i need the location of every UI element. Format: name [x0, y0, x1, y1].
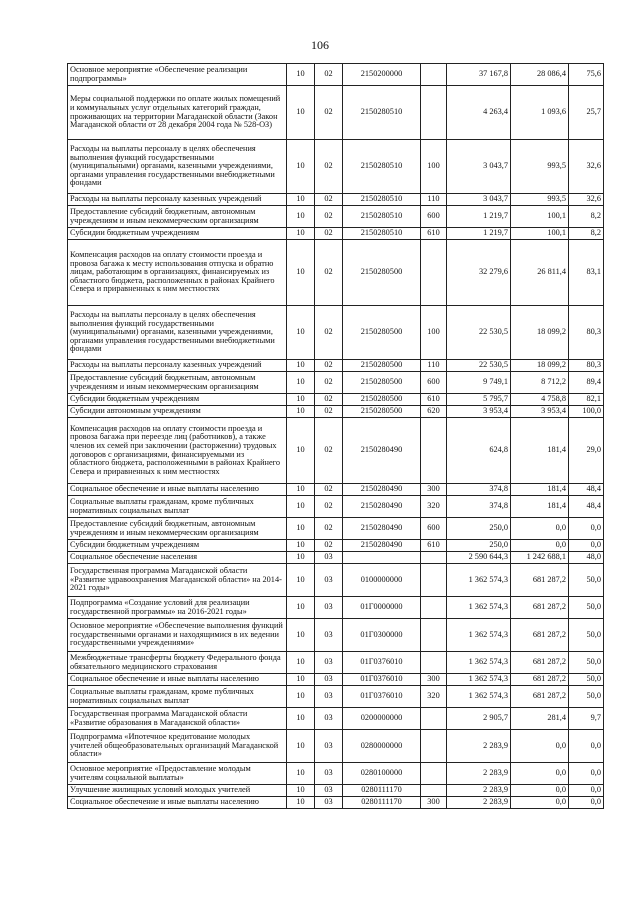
- cell-pr: 03: [315, 597, 343, 619]
- cell-vr: [421, 552, 447, 564]
- cell-exec: 18 099,2: [511, 360, 569, 372]
- cell-plan: 1 362 574,3: [447, 597, 511, 619]
- cell-plan: 374,8: [447, 496, 511, 518]
- cell-plan: 250,0: [447, 540, 511, 552]
- cell-rz: 10: [287, 763, 315, 785]
- cell-rz: 10: [287, 484, 315, 496]
- cell-vr: [421, 785, 447, 797]
- table-row: [68, 240, 604, 306]
- cell-pr: 02: [315, 64, 343, 86]
- table-row: [68, 206, 604, 228]
- table-row: [68, 406, 604, 418]
- cell-plan: 32 279,6: [447, 240, 511, 306]
- cell-csr: 2150280510: [343, 228, 421, 240]
- cell-csr: 0280111170: [343, 797, 421, 809]
- cell-plan: 3 043,7: [447, 194, 511, 206]
- cell-plan: 9 749,1: [447, 372, 511, 394]
- cell-exec: 8 712,2: [511, 372, 569, 394]
- table-row: [68, 564, 604, 597]
- cell-exec: 0,0: [511, 540, 569, 552]
- cell-csr: 01Г0376010: [343, 652, 421, 674]
- cell-csr: 01Г0376010: [343, 674, 421, 686]
- cell-exec: 181,4: [511, 418, 569, 484]
- cell-rz: 10: [287, 140, 315, 194]
- cell-exec: 681 287,2: [511, 597, 569, 619]
- cell-exec: 993,5: [511, 194, 569, 206]
- cell-exec: 0,0: [511, 518, 569, 540]
- cell-vr: 600: [421, 206, 447, 228]
- cell-plan: 1 362 574,3: [447, 674, 511, 686]
- cell-vr: 300: [421, 797, 447, 809]
- table-row: [68, 540, 604, 552]
- cell-exec: 681 287,2: [511, 564, 569, 597]
- cell-rz: 10: [287, 619, 315, 652]
- table-row: [68, 597, 604, 619]
- cell-rz: 10: [287, 194, 315, 206]
- cell-pr: 03: [315, 652, 343, 674]
- cell-pct: 50,0: [569, 674, 604, 686]
- cell-csr: [343, 552, 421, 564]
- cell-pct: 0,0: [569, 518, 604, 540]
- cell-rz: 10: [287, 64, 315, 86]
- cell-vr: 610: [421, 394, 447, 406]
- cell-plan: 2 590 644,3: [447, 552, 511, 564]
- cell-pr: 02: [315, 518, 343, 540]
- cell-rz: 10: [287, 360, 315, 372]
- cell-rz: 10: [287, 372, 315, 394]
- cell-plan: 1 219,7: [447, 228, 511, 240]
- cell-rz: 10: [287, 552, 315, 564]
- cell-pct: 8,2: [569, 228, 604, 240]
- cell-plan: 2 283,9: [447, 730, 511, 763]
- cell-rz: 10: [287, 730, 315, 763]
- cell-csr: 01Г0300000: [343, 619, 421, 652]
- cell-plan: 374,8: [447, 484, 511, 496]
- cell-rz: 10: [287, 394, 315, 406]
- cell-pct: 25,7: [569, 86, 604, 140]
- cell-exec: 18 099,2: [511, 306, 569, 360]
- cell-csr: 2150280490: [343, 518, 421, 540]
- cell-name: Предоставление субсидий бюджетным, автономным учреждениям и иным некоммерческим организациям: [68, 206, 287, 228]
- cell-name: Социальное обеспечение и иные выплаты населению: [68, 484, 287, 496]
- cell-pr: 03: [315, 619, 343, 652]
- cell-pr: 03: [315, 564, 343, 597]
- cell-rz: 10: [287, 418, 315, 484]
- cell-pct: 50,0: [569, 652, 604, 674]
- table-row: [68, 484, 604, 496]
- cell-exec: 0,0: [511, 797, 569, 809]
- cell-name: Расходы на выплаты персоналу в целях обеспечения выполнения функций государственными (муниципальными) органами, казенными учреждениями, органами управления государственными внебюджетными фондами: [68, 306, 287, 360]
- cell-csr: 0100000000: [343, 564, 421, 597]
- cell-name: Меры социальной поддержки по оплате жилых помещений и коммунальных услуг отдельных категорий граждан, проживающих на территории Магаданской области (Закон Магаданской области от 28 декабря 2004 года № 528-ОЗ): [68, 86, 287, 140]
- page-number: 106: [311, 38, 329, 52]
- cell-name: Улучшение жилищных условий молодых учителей: [68, 785, 287, 797]
- cell-name: Социальные выплаты гражданам, кроме публичных нормативных социальных выплат: [68, 496, 287, 518]
- cell-pct: 50,0: [569, 564, 604, 597]
- table-row: [68, 496, 604, 518]
- table-row: [68, 730, 604, 763]
- cell-pr: 02: [315, 372, 343, 394]
- table-row: [68, 306, 604, 360]
- cell-pct: 100,0: [569, 406, 604, 418]
- cell-name: Расходы на выплаты персоналу в целях обеспечения выполнения функций государственными (муниципальными) органами, казенными учреждениями, органами управления государственными внебюджетными фондами: [68, 140, 287, 194]
- cell-exec: 3 953,4: [511, 406, 569, 418]
- cell-csr: 01Г0000000: [343, 597, 421, 619]
- cell-vr: 600: [421, 372, 447, 394]
- budget-table: [67, 63, 604, 809]
- cell-csr: 01Г0376010: [343, 686, 421, 708]
- cell-pct: 50,0: [569, 597, 604, 619]
- cell-name: Межбюджетные трансферты бюджету Федерального фонда обязательного медицинского страхования: [68, 652, 287, 674]
- cell-exec: 1 093,6: [511, 86, 569, 140]
- cell-vr: 110: [421, 194, 447, 206]
- cell-name: Основное мероприятие «Обеспечение реализации подпрограммы»: [68, 64, 287, 86]
- cell-vr: 300: [421, 484, 447, 496]
- cell-plan: 1 362 574,3: [447, 564, 511, 597]
- cell-pr: 03: [315, 686, 343, 708]
- table-row: [68, 86, 604, 140]
- cell-pct: 48,0: [569, 552, 604, 564]
- cell-pct: 0,0: [569, 797, 604, 809]
- cell-exec: 181,4: [511, 496, 569, 518]
- table-row: [68, 518, 604, 540]
- cell-rz: 10: [287, 518, 315, 540]
- cell-rz: 10: [287, 240, 315, 306]
- cell-pct: 0,0: [569, 730, 604, 763]
- cell-rz: 10: [287, 564, 315, 597]
- cell-csr: 2150280500: [343, 360, 421, 372]
- cell-csr: 2150280500: [343, 306, 421, 360]
- table-row: [68, 228, 604, 240]
- cell-csr: 2150280500: [343, 406, 421, 418]
- cell-plan: 624,8: [447, 418, 511, 484]
- cell-vr: 620: [421, 406, 447, 418]
- cell-pct: 89,4: [569, 372, 604, 394]
- cell-csr: 2150280500: [343, 240, 421, 306]
- cell-plan: 1 219,7: [447, 206, 511, 228]
- cell-plan: 2 283,9: [447, 785, 511, 797]
- cell-name: Субсидии бюджетным учреждениям: [68, 394, 287, 406]
- cell-csr: 2150280490: [343, 484, 421, 496]
- cell-rz: 10: [287, 674, 315, 686]
- cell-pct: 75,6: [569, 64, 604, 86]
- cell-rz: 10: [287, 206, 315, 228]
- table-row: [68, 785, 604, 797]
- cell-pr: 02: [315, 496, 343, 518]
- table-row: [68, 64, 604, 86]
- cell-csr: 2150280490: [343, 540, 421, 552]
- cell-vr: 600: [421, 518, 447, 540]
- cell-name: Социальное обеспечение и иные выплаты населению: [68, 797, 287, 809]
- cell-plan: 250,0: [447, 518, 511, 540]
- cell-rz: 10: [287, 797, 315, 809]
- cell-exec: 993,5: [511, 140, 569, 194]
- cell-name: Социальные выплаты гражданам, кроме публичных нормативных социальных выплат: [68, 686, 287, 708]
- table-row: [68, 552, 604, 564]
- cell-vr: 100: [421, 306, 447, 360]
- cell-rz: 10: [287, 686, 315, 708]
- cell-pr: 02: [315, 540, 343, 552]
- cell-name: Субсидии автономным учреждениям: [68, 406, 287, 418]
- cell-name: Основное мероприятие «Обеспечение выполнения функций государственными органами и находящимися в их ведении государственными учреждениями»: [68, 619, 287, 652]
- cell-exec: 26 811,4: [511, 240, 569, 306]
- cell-pct: 83,1: [569, 240, 604, 306]
- cell-exec: 681 287,2: [511, 652, 569, 674]
- cell-vr: [421, 240, 447, 306]
- cell-vr: [421, 730, 447, 763]
- cell-pct: 80,3: [569, 360, 604, 372]
- cell-name: Субсидии бюджетным учреждениям: [68, 540, 287, 552]
- cell-pr: 02: [315, 418, 343, 484]
- cell-plan: 2 283,9: [447, 763, 511, 785]
- cell-csr: 2150280510: [343, 86, 421, 140]
- cell-csr: 2150280500: [343, 394, 421, 406]
- cell-pr: 03: [315, 730, 343, 763]
- cell-rz: 10: [287, 652, 315, 674]
- table-row: [68, 708, 604, 730]
- table-row: [68, 360, 604, 372]
- cell-plan: 22 530,5: [447, 360, 511, 372]
- cell-pr: 02: [315, 194, 343, 206]
- table-row: [68, 674, 604, 686]
- cell-rz: 10: [287, 86, 315, 140]
- cell-pr: 03: [315, 785, 343, 797]
- cell-vr: 110: [421, 360, 447, 372]
- cell-name: Компенсация расходов на оплату стоимости проезда и провоза багажа к месту использования отпуска и обратно лицам, работающим в организациях, финансируемых из областного бюджета, расположенных в районах Крайнего Севера и приравненных к ним местностях: [68, 240, 287, 306]
- cell-vr: [421, 597, 447, 619]
- cell-exec: 681 287,2: [511, 619, 569, 652]
- cell-pr: 02: [315, 140, 343, 194]
- cell-name: Компенсация расходов на оплату стоимости проезда и провоза багажа при переезде лиц (работников), а также членов их семей при заключении (расторжении) трудовых договоров с организациями, финансируемыми из областного бюджета, расположенными в районах Крайнего Севера и приравненных к ним местностях: [68, 418, 287, 484]
- cell-name: Расходы на выплаты персоналу казенных учреждений: [68, 194, 287, 206]
- cell-name: Государственная программа Магаданской области «Развитие здравоохранения Магаданской области» на 2014-2021 годы»: [68, 564, 287, 597]
- cell-rz: 10: [287, 708, 315, 730]
- cell-pr: 03: [315, 552, 343, 564]
- cell-plan: 3 043,7: [447, 140, 511, 194]
- table-row: [68, 194, 604, 206]
- cell-pr: 02: [315, 206, 343, 228]
- cell-pr: 02: [315, 240, 343, 306]
- table-row: [68, 372, 604, 394]
- cell-pr: 02: [315, 360, 343, 372]
- cell-vr: [421, 708, 447, 730]
- cell-name: Предоставление субсидий бюджетным, автономным учреждениям и иным некоммерческим организациям: [68, 518, 287, 540]
- cell-pct: 29,0: [569, 418, 604, 484]
- cell-name: Социальное обеспечение населения: [68, 552, 287, 564]
- cell-rz: 10: [287, 785, 315, 797]
- cell-vr: [421, 763, 447, 785]
- table-row: [68, 418, 604, 484]
- cell-vr: [421, 418, 447, 484]
- cell-name: Расходы на выплаты персоналу казенных учреждений: [68, 360, 287, 372]
- cell-exec: 1 242 688,1: [511, 552, 569, 564]
- cell-plan: 37 167,8: [447, 64, 511, 86]
- cell-exec: 4 758,8: [511, 394, 569, 406]
- table-row: [68, 619, 604, 652]
- cell-exec: 181,4: [511, 484, 569, 496]
- table-row: [68, 763, 604, 785]
- cell-exec: 0,0: [511, 763, 569, 785]
- cell-exec: 281,4: [511, 708, 569, 730]
- cell-rz: 10: [287, 406, 315, 418]
- cell-plan: 2 905,7: [447, 708, 511, 730]
- table-row: [68, 686, 604, 708]
- cell-vr: 300: [421, 674, 447, 686]
- cell-vr: [421, 619, 447, 652]
- cell-plan: 1 362 574,3: [447, 686, 511, 708]
- cell-vr: 610: [421, 228, 447, 240]
- cell-rz: 10: [287, 496, 315, 518]
- table-row: [68, 140, 604, 194]
- cell-vr: [421, 64, 447, 86]
- cell-pr: 02: [315, 484, 343, 496]
- cell-exec: 100,1: [511, 228, 569, 240]
- cell-pr: 03: [315, 674, 343, 686]
- cell-exec: 681 287,2: [511, 674, 569, 686]
- cell-pct: 50,0: [569, 619, 604, 652]
- cell-exec: 28 086,4: [511, 64, 569, 86]
- cell-csr: 2150280500: [343, 372, 421, 394]
- cell-name: Государственная программа Магаданской области «Развитие образования в Магаданской области»: [68, 708, 287, 730]
- cell-pr: 03: [315, 763, 343, 785]
- cell-name: Социальное обеспечение и иные выплаты населению: [68, 674, 287, 686]
- cell-pct: 48,4: [569, 484, 604, 496]
- cell-vr: 320: [421, 496, 447, 518]
- cell-vr: 320: [421, 686, 447, 708]
- cell-rz: 10: [287, 540, 315, 552]
- cell-name: Субсидии бюджетным учреждениям: [68, 228, 287, 240]
- cell-pr: 02: [315, 306, 343, 360]
- cell-vr: 610: [421, 540, 447, 552]
- cell-name: Подпрограмма «Ипотечное кредитование молодых учителей общеобразовательных организаций Магаданской области»: [68, 730, 287, 763]
- cell-pct: 0,0: [569, 540, 604, 552]
- cell-pct: 8,2: [569, 206, 604, 228]
- cell-pr: 03: [315, 797, 343, 809]
- cell-plan: 4 263,4: [447, 86, 511, 140]
- cell-name: Основное мероприятие «Предоставление молодым учителям социальной выплаты»: [68, 763, 287, 785]
- cell-pr: 02: [315, 394, 343, 406]
- cell-plan: 1 362 574,3: [447, 619, 511, 652]
- cell-pr: 02: [315, 406, 343, 418]
- cell-plan: 5 795,7: [447, 394, 511, 406]
- cell-vr: 100: [421, 140, 447, 194]
- cell-pr: 02: [315, 86, 343, 140]
- cell-vr: [421, 86, 447, 140]
- table-row: [68, 652, 604, 674]
- cell-csr: 2150280510: [343, 140, 421, 194]
- table-row: [68, 394, 604, 406]
- cell-csr: 0280000000: [343, 730, 421, 763]
- cell-plan: 22 530,5: [447, 306, 511, 360]
- cell-csr: 0280111170: [343, 785, 421, 797]
- cell-pct: 82,1: [569, 394, 604, 406]
- cell-pct: 48,4: [569, 496, 604, 518]
- cell-plan: 3 953,4: [447, 406, 511, 418]
- cell-csr: 2150280490: [343, 418, 421, 484]
- cell-pr: 03: [315, 708, 343, 730]
- cell-exec: 100,1: [511, 206, 569, 228]
- cell-pct: 0,0: [569, 785, 604, 797]
- cell-exec: 0,0: [511, 730, 569, 763]
- cell-csr: 2150200000: [343, 64, 421, 86]
- table-row: [68, 797, 604, 809]
- cell-pct: 32,6: [569, 194, 604, 206]
- cell-pct: 80,3: [569, 306, 604, 360]
- cell-rz: 10: [287, 228, 315, 240]
- cell-exec: 0,0: [511, 785, 569, 797]
- cell-csr: 2150280510: [343, 206, 421, 228]
- cell-rz: 10: [287, 306, 315, 360]
- cell-csr: 2150280490: [343, 496, 421, 518]
- cell-name: Предоставление субсидий бюджетным, автономным учреждениям и иным некоммерческим организациям: [68, 372, 287, 394]
- cell-csr: 0280100000: [343, 763, 421, 785]
- cell-pct: 50,0: [569, 686, 604, 708]
- cell-pct: 0,0: [569, 763, 604, 785]
- cell-plan: 2 283,9: [447, 797, 511, 809]
- cell-csr: 2150280510: [343, 194, 421, 206]
- cell-pct: 9,7: [569, 708, 604, 730]
- cell-pct: 32,6: [569, 140, 604, 194]
- cell-name: Подпрограмма «Создание условий для реализации государственной программы» на 2016-2021 годы»: [68, 597, 287, 619]
- cell-plan: 1 362 574,3: [447, 652, 511, 674]
- cell-vr: [421, 564, 447, 597]
- cell-pr: 02: [315, 228, 343, 240]
- cell-exec: 681 287,2: [511, 686, 569, 708]
- cell-csr: 0200000000: [343, 708, 421, 730]
- cell-rz: 10: [287, 597, 315, 619]
- cell-vr: [421, 652, 447, 674]
